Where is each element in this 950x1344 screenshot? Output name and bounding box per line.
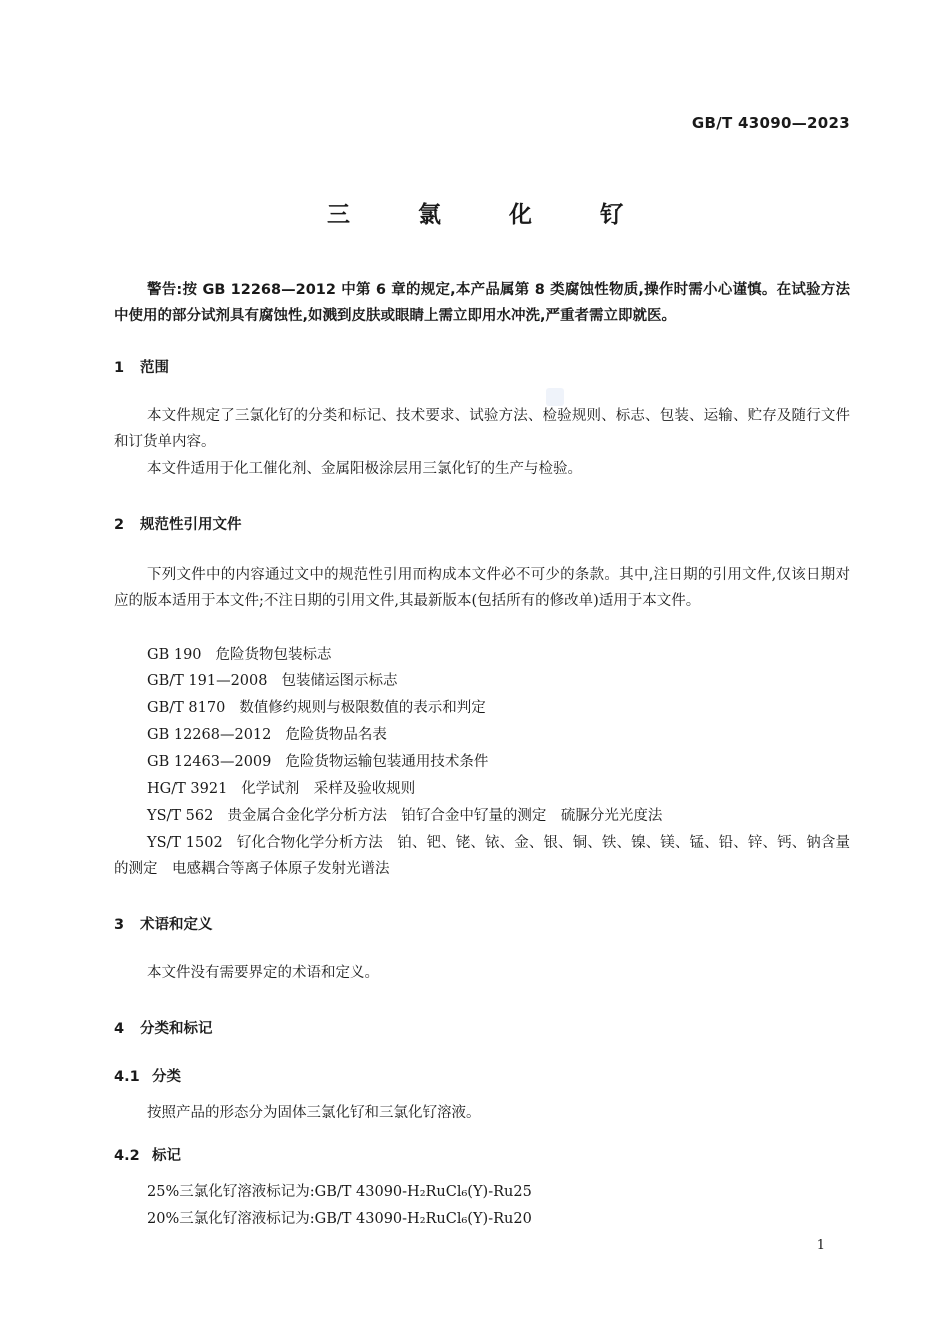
standard-code: GB/T 43090—2023 [691, 114, 850, 132]
reference-code: GB 190 [147, 647, 202, 663]
paragraph: 本文件没有需要界定的术语和定义。 [147, 965, 379, 981]
reference-item [147, 803, 662, 829]
section-number: 4.2 [114, 1148, 140, 1164]
reference-name: 化学试剂 采样及验收规则 [241, 781, 416, 797]
marking-example: 25%三氯化钌溶液标记为:GB/T 43090-H₂RuCl₆(Y)-Ru25 [147, 1184, 532, 1200]
reference-code: GB 12463—2009 [147, 754, 272, 770]
paragraph: 下列文件中的内容通过文中的规范性引用而构成本文件必不可少的条款。其中,注日期的引用文件,仅该日期对应的版本适用于本文件;不注日期的引用文件,其最新版本(包括所有的修改单)适用于本文件。 [114, 567, 850, 609]
section-title: 范围 [140, 360, 169, 376]
reference-code: GB/T 191—2008 [147, 673, 268, 689]
reference-name: 钌化合物化学分析方法 铂、钯、铑、铱、金、银、铜、铁、镍、镁、锰、铅、锌、钙、钠含量的测定 电感耦合等离子体原子发射光谱法 [114, 835, 851, 877]
section-title: 分类和标记 [140, 1021, 213, 1037]
reference-item [147, 668, 397, 694]
paragraph: 按照产品的形态分为固体三氯化钌和三氯化钌溶液。 [147, 1105, 481, 1121]
section-4-1-heading [114, 1065, 181, 1086]
reference-code: GB/T 8170 [147, 700, 226, 716]
reference-item [147, 749, 488, 775]
section-3-heading [114, 913, 213, 934]
reference-name: 数值修约规则与极限数值的表示和判定 [239, 700, 486, 716]
section-number: 2 [114, 517, 125, 533]
reference-item [147, 776, 415, 802]
section-title: 术语和定义 [140, 917, 213, 933]
reference-item [147, 695, 486, 721]
section-number: 4 [114, 1021, 125, 1037]
section-number: 4.1 [114, 1069, 140, 1085]
reference-code: YS/T 562 [147, 808, 214, 824]
section-number: 1 [114, 360, 125, 376]
section-title: 分类 [152, 1069, 181, 1085]
reference-name: 危险货物运输包装通用技术条件 [285, 754, 489, 770]
section-4-2-heading [114, 1144, 181, 1165]
section-title: 标记 [152, 1148, 181, 1164]
reference-name: 危险货物包装标志 [215, 647, 332, 663]
reference-item [147, 722, 387, 748]
reference-item [114, 830, 850, 882]
section-4-heading [114, 1017, 213, 1038]
marking-example: 20%三氯化钌溶液标记为:GB/T 43090-H₂RuCl₆(Y)-Ru20 [147, 1211, 532, 1227]
section-number: 3 [114, 917, 125, 933]
paragraph: 本文件规定了三氯化钌的分类和标记、技术要求、试验方法、检验规则、标志、包装、运输、贮存及随行文件和订货单内容。 [114, 408, 850, 450]
warning-paragraph: 警告:按 GB 12268—2012 中第 6 章的规定,本产品属第 8 类腐蚀性物质,操作时需小心谨慎。在试验方法中使用的部分试剂具有腐蚀性,如溅到皮肤或眼睛上需立即用水冲洗,严重者需立即就医。 [114, 282, 850, 324]
reference-name: 贵金属合金化学分析方法 铂钌合金中钌量的测定 硫脲分光光度法 [227, 808, 663, 824]
section-1-heading [114, 356, 169, 377]
document-title: 三 氯 化 钌 [326, 202, 654, 228]
reference-code: YS/T 1502 [147, 835, 223, 851]
reference-name: 包装储运图示标志 [281, 673, 398, 689]
paragraph: 本文件适用于化工催化剂、金属阳极涂层用三氯化钌的生产与检验。 [147, 461, 582, 477]
page-number: 1 [816, 1238, 825, 1253]
reference-item [147, 642, 332, 668]
section-title: 规范性引用文件 [140, 517, 242, 533]
section-2-heading [114, 513, 242, 534]
reference-name: 危险货物品名表 [285, 727, 387, 743]
reference-code: GB 12268—2012 [147, 727, 272, 743]
reference-code: HG/T 3921 [147, 781, 228, 797]
